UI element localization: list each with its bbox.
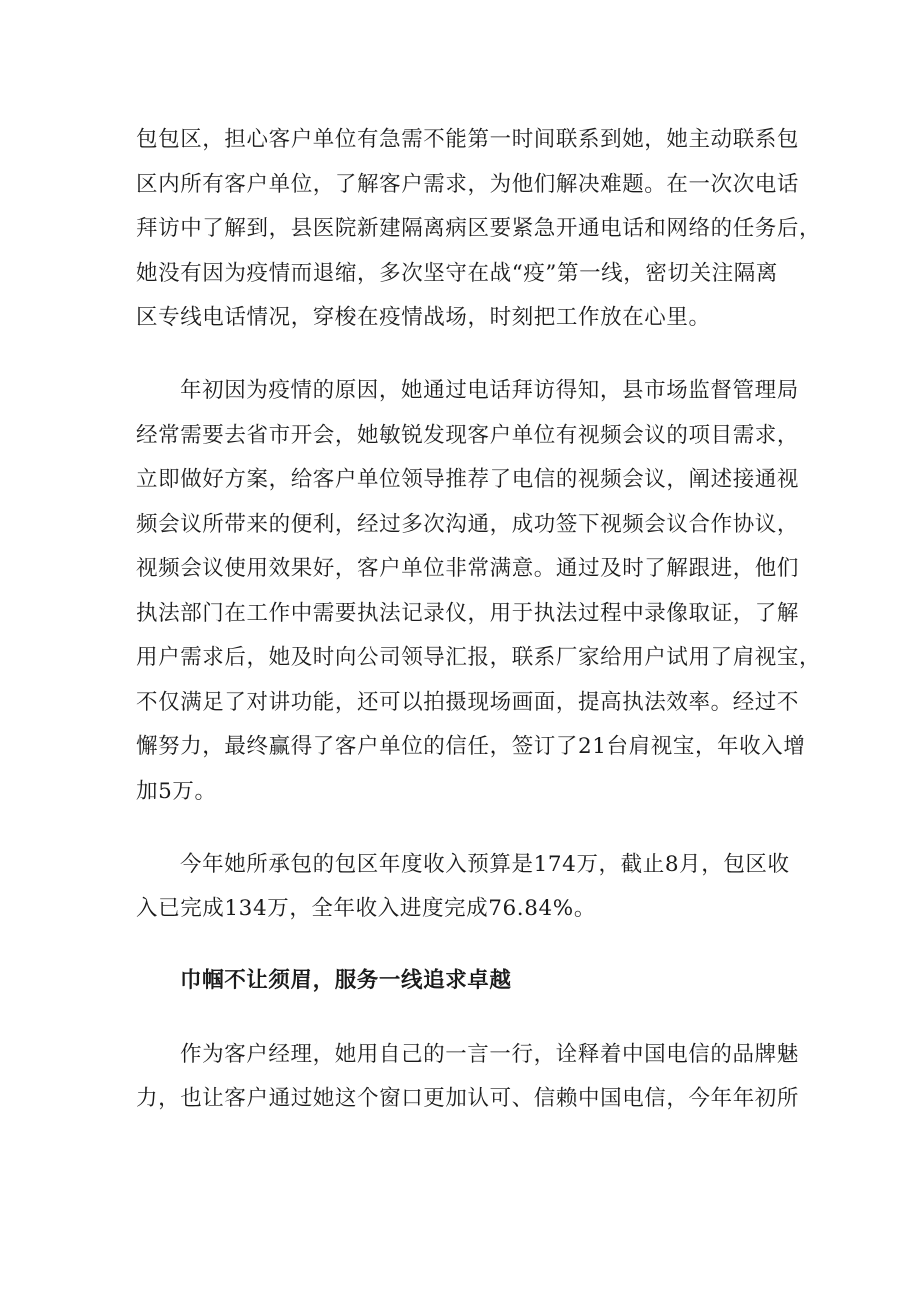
text-line: 入已完成134万，全年收入进度完成76.84%。 — [136, 896, 596, 921]
text-line: 执法部门在工作中需要执法记录仪，用于执法过程中录像取证，了解 — [136, 601, 800, 626]
text-line: 拜访中了解到，县医院新建隔离病区要紧急开通电话和网络的任务后， — [136, 216, 822, 241]
text-line: 不仅满足了对讲功能，还可以拍摄现场画面，提高执法效率。经过不 — [136, 690, 800, 715]
text-line: 今年她所承包的包区年度收入预算是174万，截止8月，包区收 — [180, 852, 790, 877]
text-line: 区内所有客户单位，了解客户需求，为他们解决难题。在一次次电话 — [136, 172, 800, 197]
text-line: 加5万。 — [136, 779, 217, 804]
text-line: 经常需要去省市开会，她敏锐发现客户单位有视频会议的项目需求， — [136, 423, 800, 448]
text-line: 包包区，担心客户单位有急需不能第一时间联系到她，她主动联系包 — [136, 127, 800, 152]
text-line: 她没有因为疫情而退缩，多次坚守在战“疫”第一线，密切关注隔离 — [136, 261, 778, 286]
text-line: 年初因为疫情的原因，她通过电话拜访得知，县市场监督管理局 — [180, 378, 799, 403]
text-line: 用户需求后，她及时向公司领导汇报，联系厂家给用户试用了肩视宝， — [136, 645, 822, 670]
text-line: 力，也让客户通过她这个窗口更加认可、信赖中国电信，今年年初所 — [136, 1086, 800, 1111]
text-line: 区专线电话情况，穿梭在疫情战场，时刻把工作放在心里。 — [136, 305, 711, 330]
text-line: 作为客户经理，她用自己的一言一行，诠释着中国电信的品牌魅 — [180, 1042, 799, 1067]
text-line: 视频会议使用效果好，客户单位非常满意。通过及时了解跟进，他们 — [136, 556, 800, 581]
text-line: 频会议所带来的便利，经过多次沟通，成功签下视频会议合作协议， — [136, 512, 800, 537]
text-line: 懈努力，最终赢得了客户单位的信任，签订了21台肩视宝，年收入增 — [136, 734, 806, 759]
text-line: 立即做好方案，给客户单位领导推荐了电信的视频会议，阐述接通视 — [136, 467, 800, 492]
section-heading: 巾帼不让须眉，服务一线追求卓越 — [180, 968, 512, 993]
